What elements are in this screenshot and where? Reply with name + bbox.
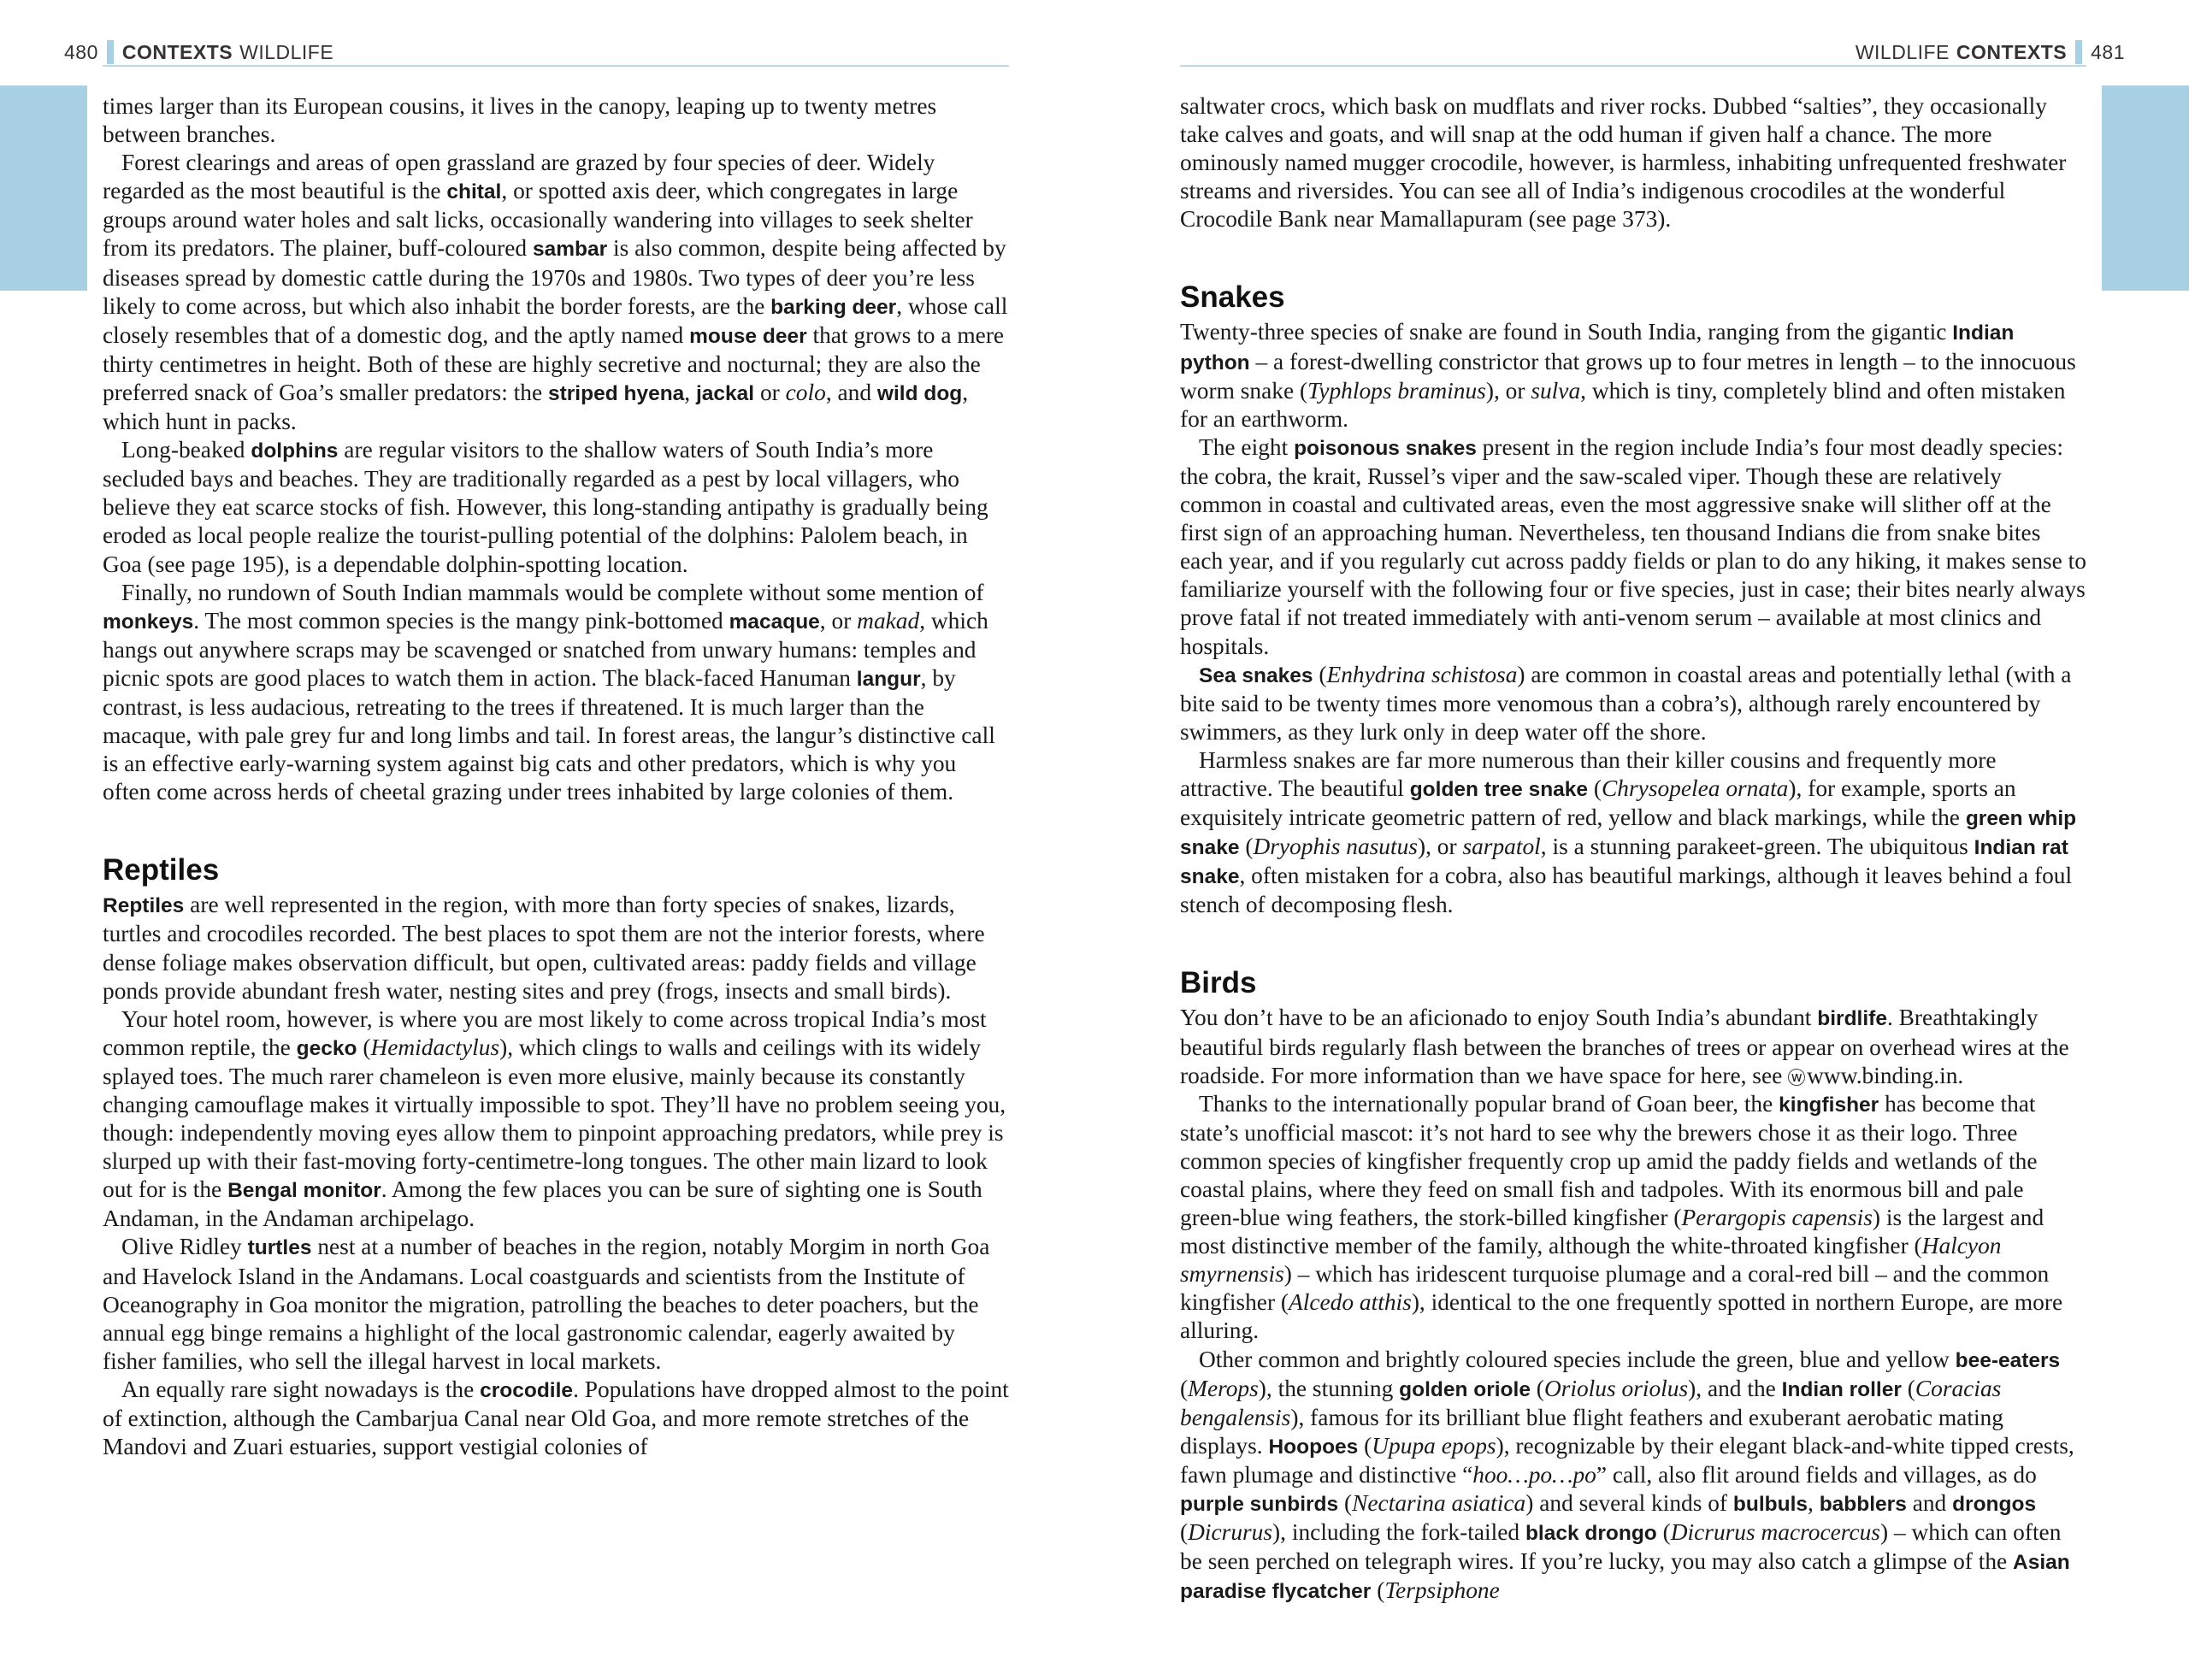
- paragraph-deer: Forest clearings and areas of open grassland are grazed by four species of deer. Widely regarded as the most beautiful is the chital, or spotted axis deer, which congregates in large groups around water holes and salt licks, occasionally wandering into villages to seek shelter from its predators. The plainer, buff-coloured sambar is also common, despite being affected by diseases spread by domestic cattle during the 1970s and 1980s. Two types of deer you’re less likely to come across, but which also inhabit the border forests, are the barking deer, whose call closely resembles that of a domestic dog, and the aptly named mouse deer that grows to a mere thirty centimetres in height. Both of these are highly secretive and nocturnal; they are also the preferred snack of Goa’s smaller predators: the striped hyena, jackal or colo, and wild dog, which hunt in packs.: [103, 150, 1008, 435]
- paragraph-harmless-snakes: Harmless snakes are far more numerous than their killer cousins and frequently more attractive. The beautiful golden tree snake (Chrysopelea ornata), for example, sports an exquisitely intricate geometric pattern of red, yellow and black markings, while the green whip snake (Dryophis nasutus), or sarpatol, is a stunning parakeet-green. The ubiquitous Indian rat snake, often mistaken for a cobra, also has beautiful markings, although it leaves behind a foul stench of decomposing flesh.: [1180, 746, 2077, 918]
- paragraph-crocodile: An equally rare sight nowadays is the crocodile. Populations have dropped almost to the point of extinction, although the Cambarjua Canal near Old Goa, and more remote stretches of the Mandovi and Zuari estuaries, support vestigial colonies of: [103, 1376, 1009, 1460]
- right-topic-label: WILDLIFE: [1855, 40, 1950, 63]
- paragraph-reptiles-intro: Reptiles are well represented in the region, with more than forty species of snakes, lizards, turtles and crocodiles recorded. The best places to spot them are not the interior forests, where dense foliage makes observation difficult, but open, cultivated areas: paddy fields and village ponds provide abundant fresh water, nesting sites and prey (frogs, insects and small birds).: [103, 892, 985, 1004]
- heading-birds: Birds: [1180, 966, 1257, 1000]
- right-page-number: 481: [2091, 40, 2125, 63]
- left-section-label: CONTEXTS: [121, 40, 233, 63]
- birding-link[interactable]: www.binding.in: [1807, 1062, 1958, 1088]
- left-page-number: 480: [64, 40, 98, 63]
- right-thumb-tab: [2102, 85, 2189, 291]
- left-running-head: [64, 38, 333, 67]
- paragraph-opening: times larger than its European cousins, it lives in the canopy, leaping up to twenty metres between branches.: [103, 93, 937, 148]
- right-body-text: [1180, 92, 2086, 1606]
- paragraph-snakes-intro: Twenty-three species of snake are found in South India, ranging from the gigantic Indian python – a forest-dwelling constrictor that grows up to four metres in length – to the innocuous worm snake (Typhlops braminus), or sulva, which is tiny, completely blind and often mistaken for an earthworm.: [1180, 319, 2076, 432]
- left-topic-label: WILDLIFE: [239, 40, 334, 63]
- paragraph-sea-snakes: Sea snakes (Enhydrina schistosa) are common in coastal areas and potentially lethal (with a bite said to be twenty times more venomous than a cobra’s), although rarely encountered by swimmers, as they lurk only in deep water off the shore.: [1180, 661, 2072, 745]
- right-page: [1094, 0, 2189, 1680]
- paragraph-birds-intro: You don’t have to be an aficionado to enjoy South India’s abundant birdlife. Breathtakingly beautiful birds regularly flash between the branches of trees or appear on overhead wires at the roadside. For more information than we have space for here, see w www.binding.in.: [1180, 1005, 2069, 1088]
- web-link-icon: w: [1788, 1069, 1805, 1086]
- paragraph-gecko: Your hotel room, however, is where you are most likely to come across tropical India’s most common reptile, the gecko (Hemidactylus), which clings to walls and ceilings with its widely splayed toes. The much rarer chameleon is even more elusive, mainly because its constantly changing camouflage makes it virtually impossible to spot. They’ll have no problem seeing you, though: independently moving eyes allow them to pinpoint approaching predators, while prey is slurped up with their fast-moving forty-centimetre-long tongues. The other main lizard to look out for is the Bengal monitor. Among the few places you can be sure of sighting one is South Andaman, in the Andaman archipelago.: [103, 1005, 1006, 1232]
- paragraph-dolphins: Long-beaked dolphins are regular visitors to the shallow waters of South India’s more secluded bays and beaches. They are traditionally regarded as a pest by local villagers, who believe they eat scarce stocks of fish. However, this long-standing antipathy is gradually being eroded as local people realize the tourist-pulling potential of the dolphins: Palolem beach, in Goa (see page 195), is a dependable dolphin-spotting location.: [103, 437, 988, 577]
- left-body-text: [103, 92, 1009, 1461]
- paragraph-poisonous-snakes: The eight poisonous snakes present in the region include India’s four most deadly species: the cobra, the krait, Russel’s viper and the saw-scaled viper. Though these are relatively common in coastal and cultivated areas, even the most aggressive snake will slither off at the first sign of an approaching human. Nevertheless, ten thousand Indians die from snake bites each year, and if you regularly cut across paddy fields or plan to do any hiking, it makes sense to familiarize yourself with the following four or five species, just in case; their bites nearly always prove fatal if not treated immediately with anti-venom serum – available at most clinics and hospitals.: [1180, 433, 2086, 659]
- left-thumb-tab: [0, 85, 87, 291]
- paragraph-turtles: Olive Ridley turtles nest at a number of beaches in the region, notably Morgim in north Goa and Havelock Island in the Andamans. Local coastguards and scientists from the Institute of Oceanography in Goa monitor the migration, patrolling the beaches to deter poachers, but the annual egg binge remains a highlight of the local gastronomic calendar, eagerly awaited by fisher families, who sell the illegal harvest in local markets.: [103, 1234, 990, 1374]
- paragraph-salties: saltwater crocs, which bask on mudflats and river rocks. Dubbed “salties”, they occasionally take calves and goats, and will snap at the odd human if given half a chance. The more ominously named mugger crocodile, however, is harmless, inhabiting unfrequented freshwater streams and riversides. You can see all of India’s indigenous crocodiles at the wonderful Crocodile Bank near Mamallapuram (see page 373).: [1180, 93, 2067, 233]
- paragraph-kingfisher: Thanks to the internationally popular brand of Goan beer, the kingfisher has become that state’s unofficial mascot: it’s not hard to see why the brewers chose it as their logo. Three common species of kingfisher frequently crop up amid the paddy fields and wetlands of the coastal plains, where they feed on small fish and tadpoles. With its enormous bill and pale green-blue wing feathers, the stork-billed kingfisher (Perargopis capensis) is the largest and most distinctive member of the family, although the white-throated kingfisher (Halcyon smyrnensis) – which has iridescent turquoise plumage and a coral-red bill – and the common kingfisher (Alcedo atthis), identical to the one frequently spotted in northern Europe, are more alluring.: [1180, 1090, 2063, 1344]
- heading-reptiles: Reptiles: [103, 853, 220, 887]
- right-section-label: CONTEXTS: [1956, 40, 2068, 63]
- heading-snakes: Snakes: [1180, 280, 1285, 315]
- paragraph-other-birds: Other common and brightly coloured species include the green, blue and yellow bee-eaters (Merops), the stunning golden oriole (Oriolus oriolus), and the Indian roller (Coracias bengalensis), famous for its brilliant blue flight feathers and exuberant aerobatic mating displays. Hoopoes (Upupa epops), recognizable by their elegant black-and-white tipped crests, fawn plumage and distinctive “hoo…po…po” call, also flit around fields and villages, as do purple sunbirds (Nectarina asiatica) and several kinds of bulbuls, babblers and drongos (Dicrurus), including the fork-tailed black drongo (Dicrurus macrocercus) – which can often be seen perched on telegraph wires. If you’re lucky, you may also catch a glimpse of the Asian paradise flycatcher (Terpsiphone: [1180, 1346, 2074, 1604]
- right-running-head: [1856, 38, 2125, 67]
- paragraph-monkeys: Finally, no rundown of South Indian mammals would be complete without some mention of monkeys. The most common species is the mangy pink-bottomed macaque, or makad, which hangs out anywhere scraps may be scavenged or snatched from unwary humans: temples and picnic spots are good places to watch them in action. The black-faced Hanuman langur, by contrast, is less audacious, retreating to the trees if threatened. It is much larger than the macaque, with pale grey fur and long limbs and tail. In forest areas, the langur’s distinctive call is an effective early-warning system against big cats and other predators, which is why you often come across herds of cheetal grazing under trees inhabited by large colonies of them.: [103, 579, 995, 805]
- left-page: [0, 0, 1094, 1680]
